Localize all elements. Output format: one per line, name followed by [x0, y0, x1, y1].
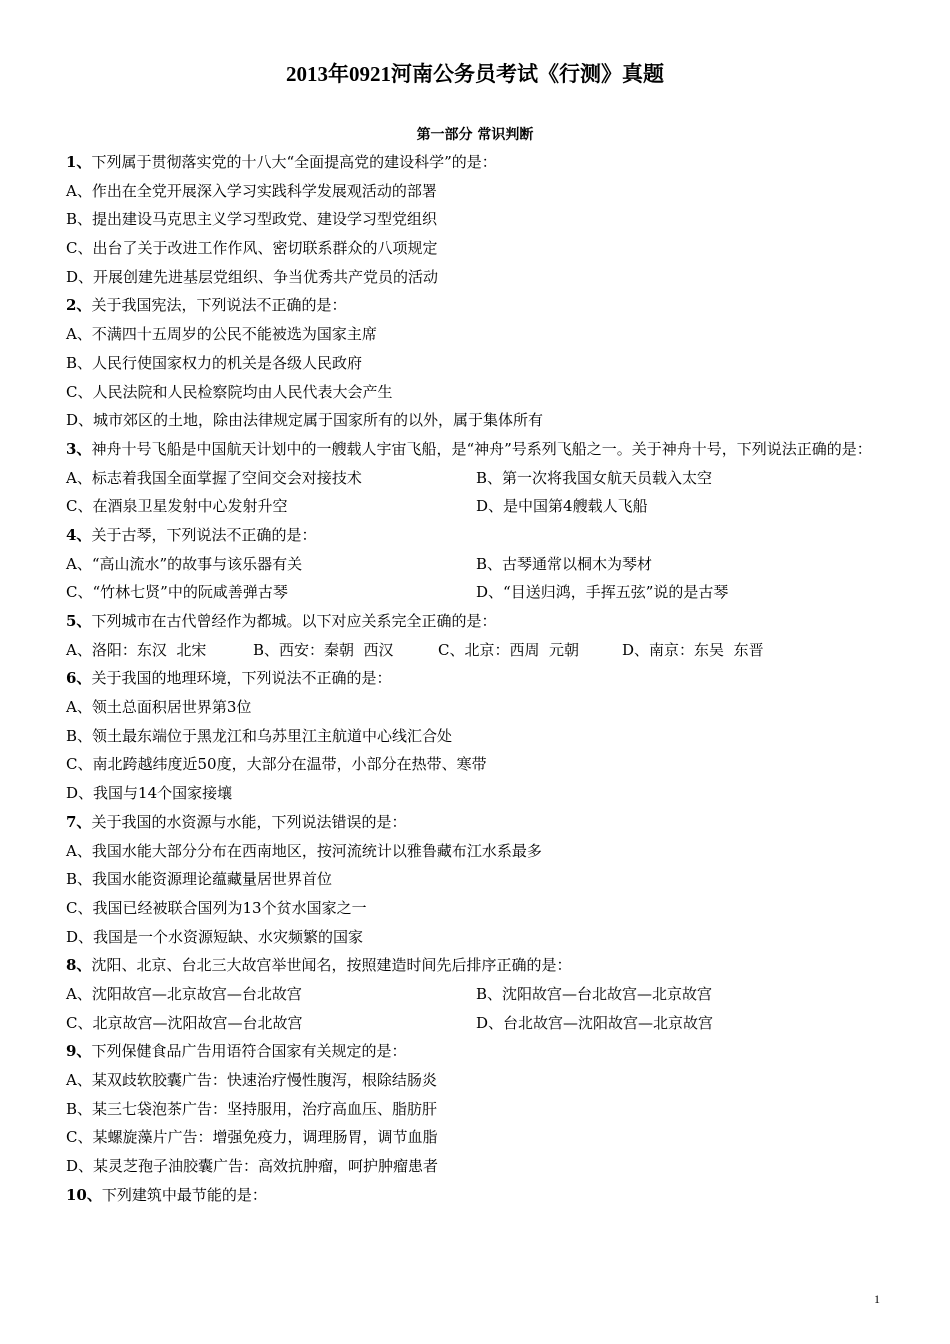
question-8: 8、沈阳、北京、台北三大故宫举世闻名，按照建造时间先后排序正确的是： [66, 956, 572, 975]
question-2: 2、关于我国宪法，下列说法不正确的是： [66, 296, 347, 315]
question-9: 9、下列保健食品广告用语符合国家有关规定的是： [66, 1042, 407, 1061]
question-5: 5、下列城市在古代曾经作为都城。以下对应关系完全正确的是： [66, 612, 497, 631]
question-1: 1、下列属于贯彻落实党的十八大“全面提高党的建设科学”的是： [66, 153, 497, 171]
option-row [66, 578, 886, 607]
option: C、北京：西周 元朝 [438, 640, 580, 659]
option: A、我国水能大部分分布在西南地区，按河流统计以雅鲁藏布江水系最多 [66, 841, 542, 860]
option: B、某三七袋泡茶广告：坚持服用，治疗高血压、脂肪肝 [66, 1099, 438, 1118]
option: B、提出建设马克思主义学习型政党、建设学习型党组织 [66, 210, 438, 229]
option: B、沈阳故宫—台北故宫—北京故宫 [476, 984, 713, 1003]
option-row [66, 980, 886, 1009]
option-row [66, 550, 886, 579]
option: D、是中国第4艘载人飞船 [476, 497, 648, 516]
option: C、在酒泉卫星发射中心发射升空 [66, 497, 288, 516]
option: B、西安：秦朝 西汉 [253, 640, 394, 659]
question-list [66, 148, 886, 1209]
option: D、开展创建先进基层党组织、争当优秀共产党员的活动 [66, 267, 439, 286]
option: B、人民行使国家权力的机关是各级人民政府 [66, 353, 363, 372]
option: A、领土总面积居世界第3位 [66, 698, 252, 717]
option: D、我国与14个国家接壤 [66, 784, 233, 803]
option: B、我国水能资源理论蕴藏量居世界首位 [66, 870, 333, 889]
option: D、城市郊区的土地，除由法律规定属于国家所有的以外，属于集体所有 [66, 411, 544, 430]
option: A、洛阳：东汉 北宋 [66, 640, 207, 659]
option: A、沈阳故宫—北京故宫—台北故宫 [66, 984, 302, 1003]
question-10: 10、下列建筑中最节能的是： [66, 1185, 267, 1204]
option: A、不满四十五周岁的公民不能被选为国家主席 [66, 325, 377, 344]
option: A、某双歧软胶囊广告：快速治疗慢性腹泻，根除结肠炎 [66, 1071, 437, 1090]
question-7: 7、关于我国的水资源与水能，下列说法错误的是： [66, 812, 407, 831]
option-row [66, 464, 886, 493]
option: B、第一次将我国女航天员载入太空 [476, 468, 713, 487]
option: D、台北故宫—沈阳故宫—北京故宫 [476, 1013, 714, 1032]
option: D、我国是一个水资源短缺、水灾频繁的国家 [66, 927, 364, 946]
option: C、北京故宫—沈阳故宫—台北故宫 [66, 1013, 303, 1032]
option: D、“目送归鸿，手挥五弦”说的是古琴 [476, 583, 729, 602]
option: C、“竹林七贤”中的阮咸善弹古琴 [66, 583, 288, 602]
option: C、出台了关于改进工作作风、密切联系群众的八项规定 [66, 239, 438, 258]
option: C、人民法院和人民检察院均由人民代表大会产生 [66, 382, 393, 401]
option: D、某灵芝孢子油胶囊广告：高效抗肿瘤，呵护肿瘤患者 [66, 1157, 439, 1176]
option: B、领土最东端位于黑龙江和乌苏里江主航道中心线汇合处 [66, 726, 453, 745]
page-number: 1 [874, 1292, 880, 1306]
option: B、古琴通常以桐木为琴材 [476, 554, 653, 573]
option: A、标志着我国全面掌握了空间交会对接技术 [66, 468, 362, 487]
option-row [66, 492, 886, 521]
option: C、南北跨越纬度近50度，大部分在温带，小部分在热带、寒带 [66, 755, 487, 774]
option: D、南京：东吴 东晋 [622, 640, 764, 659]
option-row [66, 636, 886, 665]
question-6: 6、关于我国的地理环境，下列说法不正确的是： [66, 669, 392, 688]
document-title: 2013年0921河南公务员考试《行测》真题 [286, 62, 664, 86]
question-4: 4、关于古琴，下列说法不正确的是： [66, 525, 317, 544]
option-row [66, 1009, 886, 1038]
option: A、作出在全党开展深入学习实践科学发展观活动的部署 [66, 181, 437, 200]
option: C、我国已经被联合国列为13个贫水国家之一 [66, 898, 367, 917]
option: A、“高山流水”的故事与该乐器有关 [66, 554, 303, 573]
question-3: 3、神舟十号飞船是中国航天计划中的一艘载人宇宙飞船，是“神舟”号系列飞船之一。关于神舟十号，下列说法正确的是： [66, 439, 872, 458]
section-heading: 第一部分 常识判断 [416, 127, 534, 143]
option: C、某螺旋藻片广告：增强免疫力，调理肠胃，调节血脂 [66, 1128, 438, 1147]
